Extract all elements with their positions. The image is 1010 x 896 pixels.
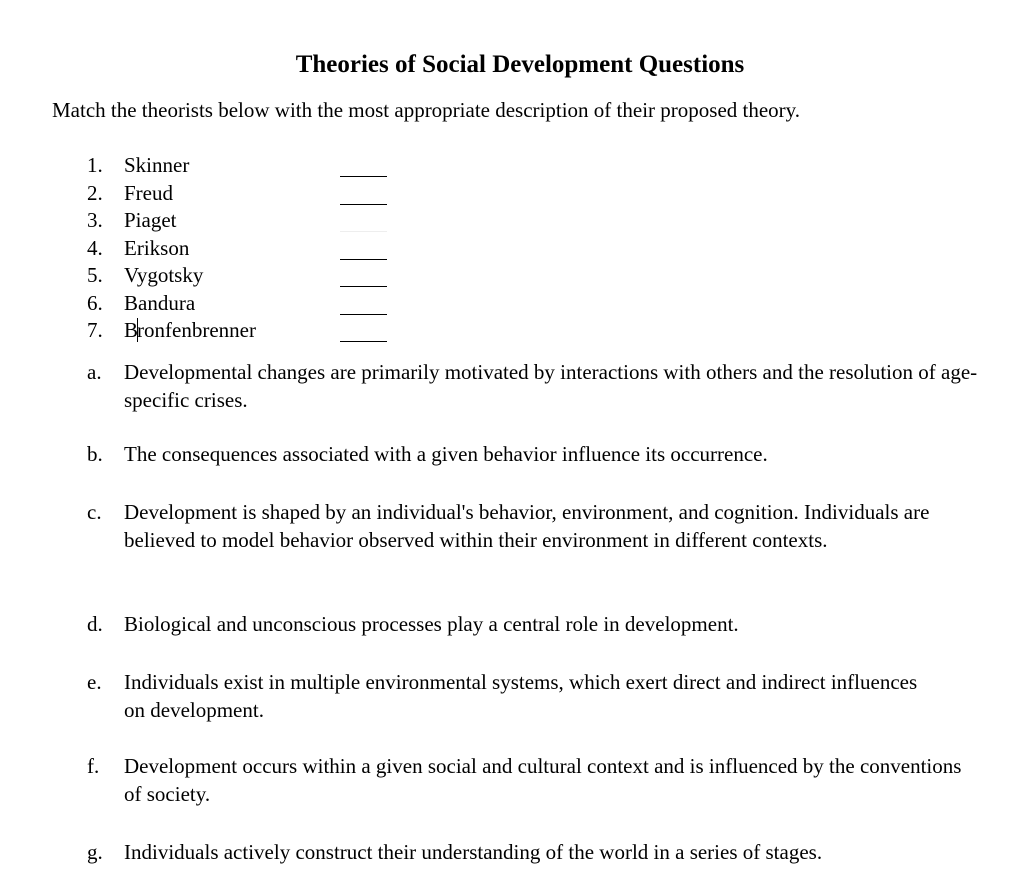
description-text: Biological and unconscious processes play a central role in development. [124,612,739,636]
description-text: Development occurs within a given social and cultural context and is influenced by the conventions of society. [124,754,962,806]
theorist-name: Freud [124,180,173,205]
theorist-item-bandura [87,290,397,318]
description-text: Individuals actively construct their understanding of the world in a series of stages. [124,840,823,864]
theorist-list [87,152,397,345]
theorist-number: 5. [87,263,103,287]
theorist-name[interactable] [124,317,256,345]
theorist-number: 3. [87,208,103,232]
description-letter: f. [87,754,100,778]
description-letter: d. [87,612,103,636]
theorist-number: 7. [87,318,103,342]
theorist-item-piaget [87,207,397,235]
answer-blank[interactable] [340,341,387,342]
description-letter: c. [87,500,102,524]
theorist-item-freud [87,180,397,208]
answer-blank[interactable] [340,176,387,177]
theorist-number: 1. [87,153,103,177]
theorist-name: Bandura [124,290,196,315]
answer-blank[interactable] [340,259,387,260]
theorist-item-skinner [87,152,397,180]
answer-blank[interactable] [340,286,387,287]
description-text: Developmental changes are primarily motivated by interactions with others and the resolution of age-specific crises. [124,360,978,412]
page-title: Theories of Social Development Questions [295,51,745,78]
theorist-number: 6. [87,290,103,315]
theorist-number: 4. [87,235,103,260]
description-letter: a. [87,360,102,384]
theorist-item-erikson [87,235,397,263]
description-text: Development is shaped by an individual's behavior, environment, and cognition. Individuals are believed to model behavior observed within their environment in different contexts. [124,500,930,552]
theorist-item-vygotsky [87,262,397,290]
theorist-name: Piaget [124,208,177,232]
answer-blank[interactable] [340,204,387,205]
description-letter: e. [87,670,102,694]
answer-blank[interactable] [340,314,387,315]
description-letter: g. [87,840,103,864]
theorist-name-start: B [124,318,139,342]
theorist-item-bronfenbrenner [87,317,397,345]
theorist-name: Erikson [124,235,190,260]
theorist-name: Vygotsky [124,263,204,287]
description-letter: b. [87,442,103,466]
theorist-name: Skinner [124,153,190,177]
theorist-name-end: ronfenbrenner [137,318,256,342]
theorist-number: 2. [87,180,103,205]
answer-blank[interactable] [340,231,387,232]
instructions-text: Match the theorists below with the most appropriate description of their proposed theory. [52,98,801,122]
description-text: Individuals exist in multiple environmental systems, which exert direct and indirect influences on development. [124,670,918,722]
description-text: The consequences associated with a given behavior influence its occurrence. [124,442,768,466]
